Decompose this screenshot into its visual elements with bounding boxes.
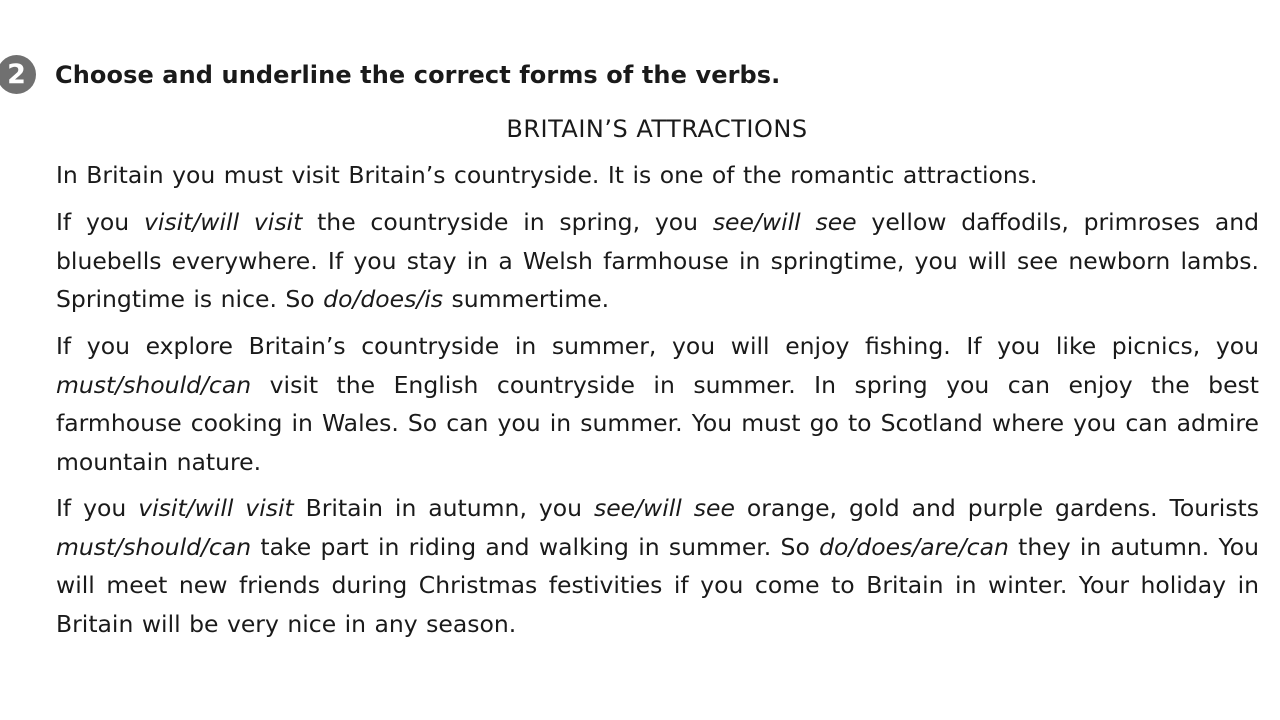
exercise-number-badge: 2 [0,55,36,94]
verb-choice[interactable]: see/will see [593,494,735,522]
text-title: BRITAIN’S ATTRACTIONS [506,115,808,143]
paragraph-text: If you explore Britain’s countryside in summer, you will enjoy fishing. If you like picnics, you [56,332,1259,360]
paragraph-text: In Britain you must visit Britain’s countryside. It is one of the romantic attractions. [56,161,1038,189]
paragraph-text: they in autumn. You will meet new friends during Christmas festivities if you come to Britain in winter. Your holiday in Britain will be very nice in any season. [56,532,1259,638]
paragraph-text: the countryside in spring, you [302,208,713,236]
verb-choice[interactable]: do/does/is [323,285,444,313]
verb-choice[interactable]: must/should/can [56,532,252,561]
paragraph-text: Britain in autumn, you [293,494,594,522]
paragraph-autumn-winter [56,489,1259,643]
paragraph-text: If you [56,494,139,522]
paragraph-intro [56,156,1259,195]
paragraph-text: take part in riding and walking in summer. So [251,532,820,561]
verb-choice[interactable]: see/will see [712,208,857,236]
verb-choice[interactable]: must/should/can [56,370,252,399]
verb-choice[interactable]: visit/will visit [138,494,294,522]
paragraph-text: yellow daffodils, primroses and bluebells everywhere. If you stay in a Welsh farmhouse in springtime, you will see newborn lambs. Springtime is nice. So [56,208,1260,313]
paragraph-spring [56,203,1259,319]
paragraph-summer [56,327,1259,481]
paragraph-text: visit the English countryside in summer. In spring you can enjoy the best farmhouse cooking in Wales. So can you in summer. You must go to Scotland where you can admire mountain nature. [56,370,1259,476]
exercise-instruction: Choose and underline the correct forms of the verbs. [55,61,781,89]
paragraph-text: summertime. [443,285,610,313]
verb-choice[interactable]: visit/will visit [143,208,303,236]
paragraph-text: orange, gold and purple gardens. Tourists [734,494,1260,522]
verb-choice[interactable]: do/does/are/can [819,532,1009,561]
paragraph-text: If you [56,208,144,236]
